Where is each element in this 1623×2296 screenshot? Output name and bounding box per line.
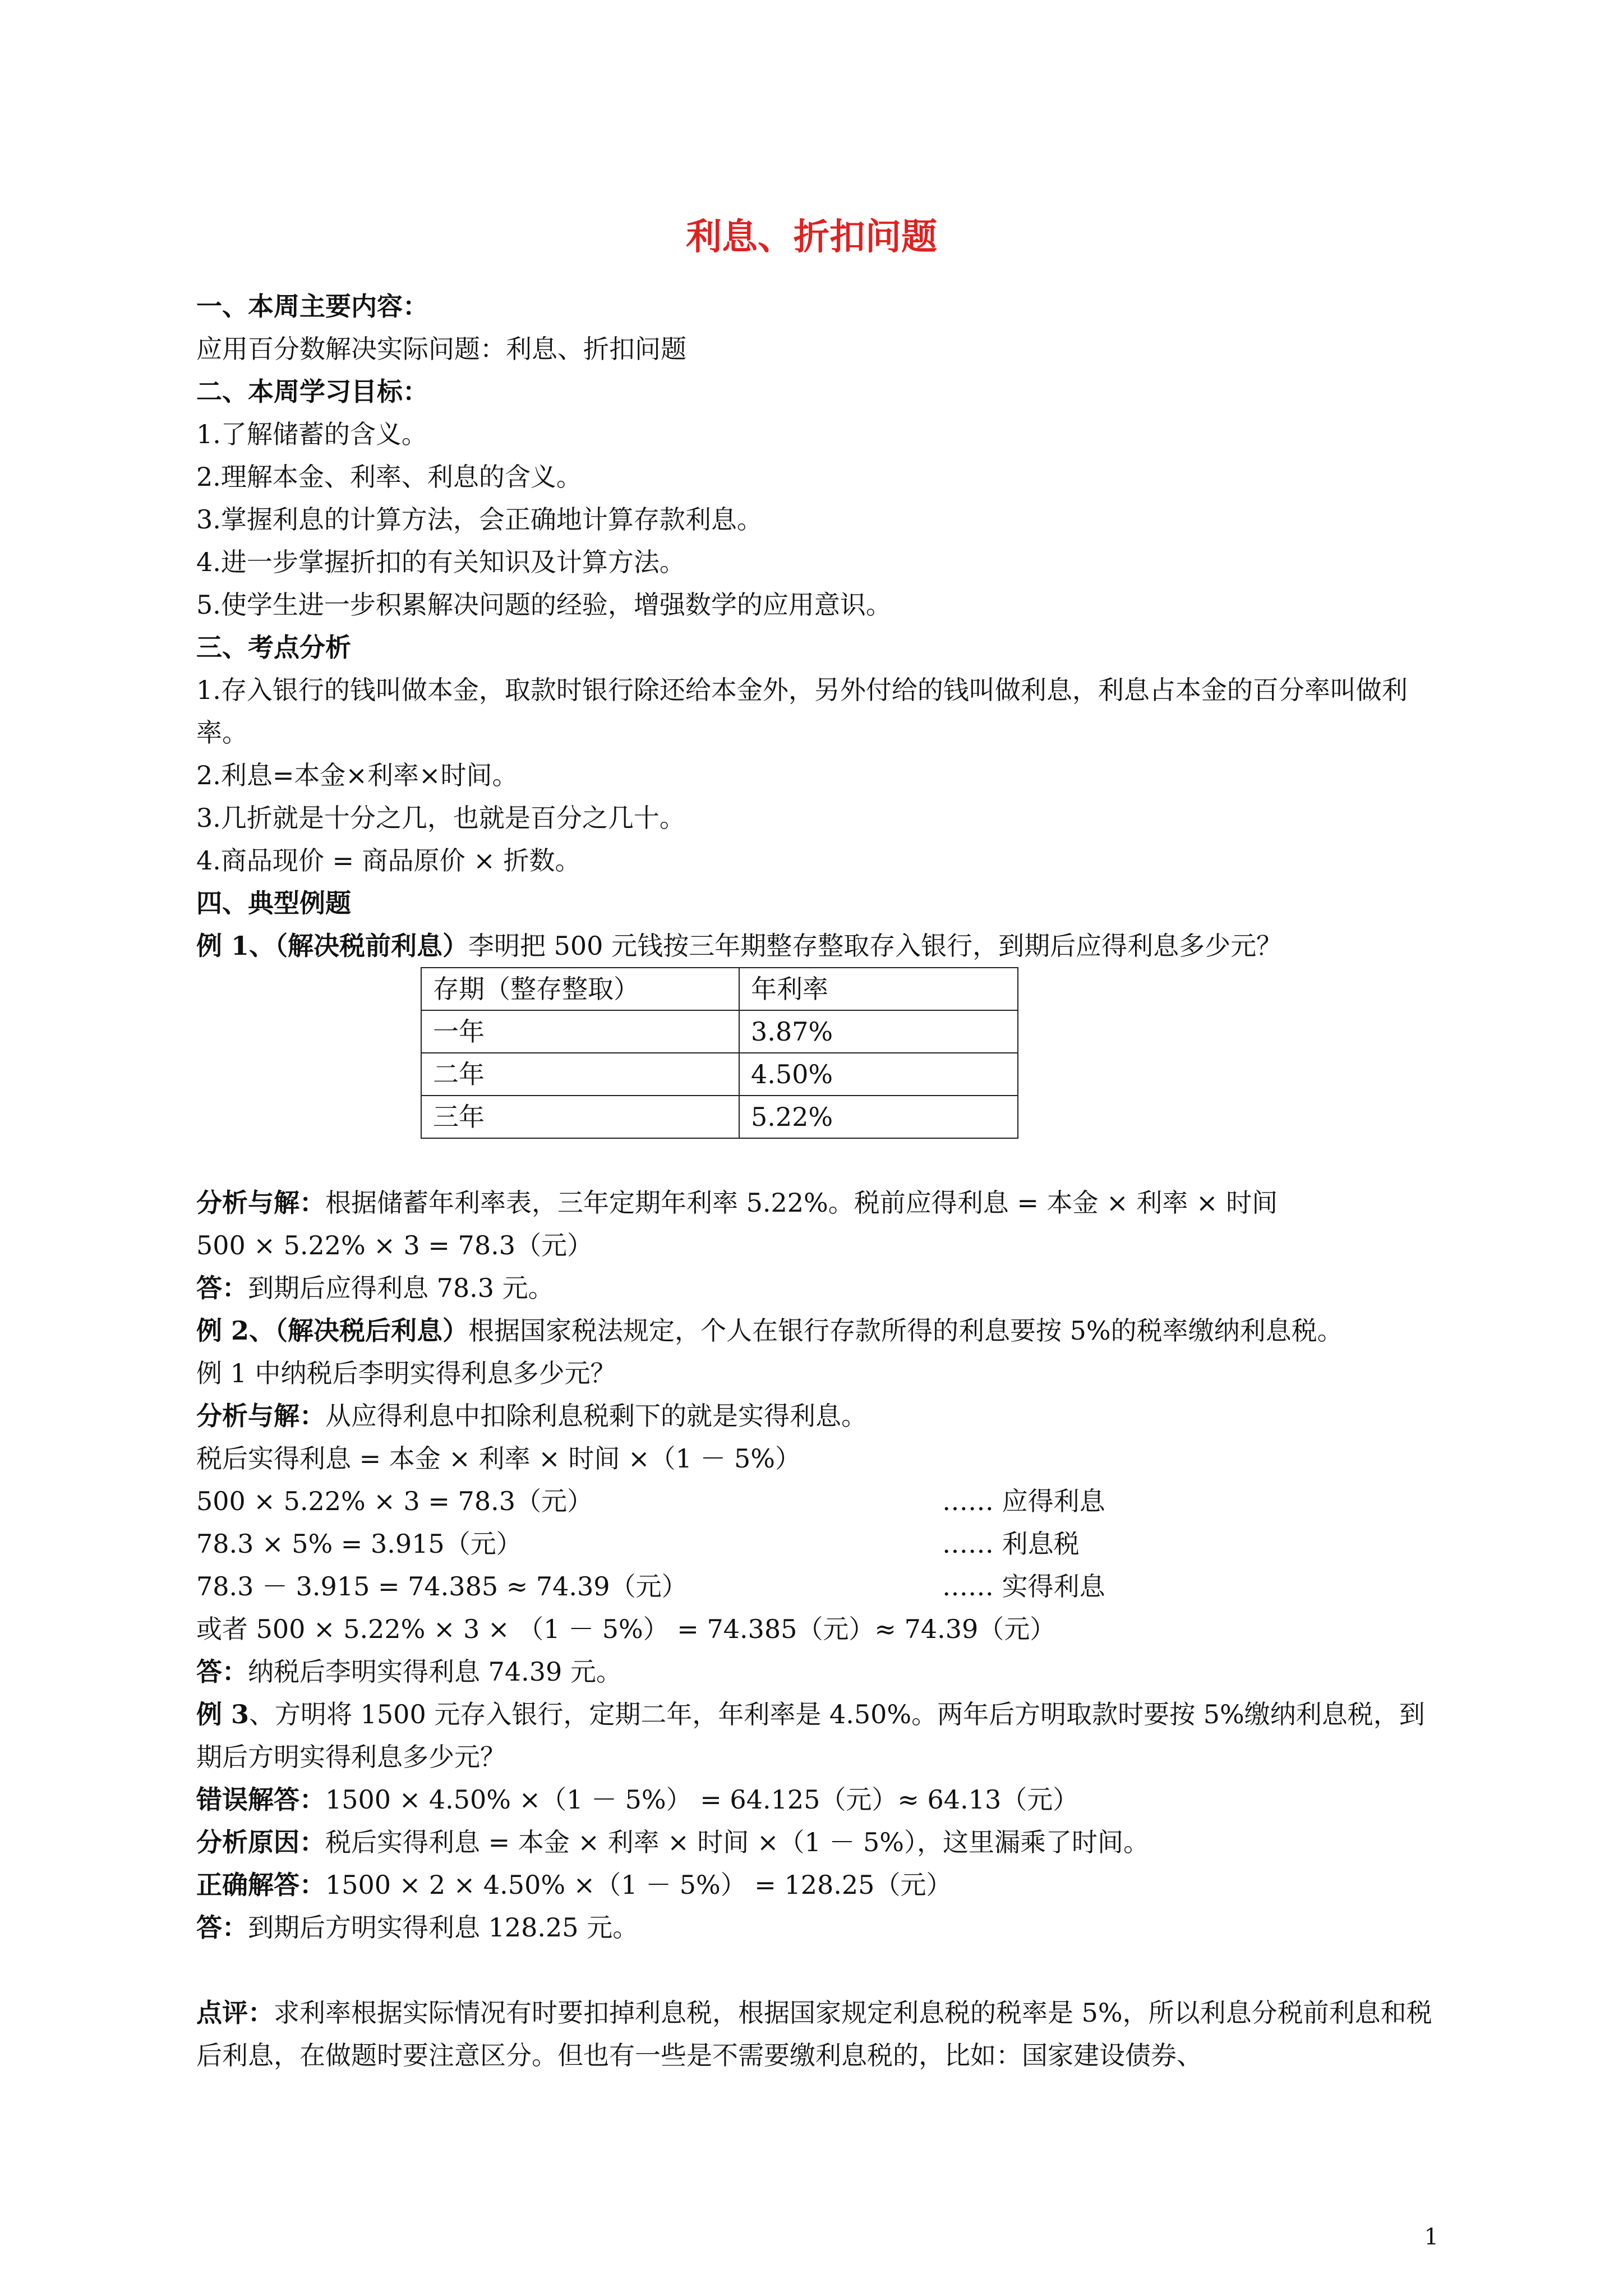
example1-question — [196, 924, 1438, 967]
right-label: 正确解答： — [196, 1870, 325, 1900]
table-header-cell: 年利率 — [739, 968, 1018, 1010]
example1-answer — [196, 1267, 1438, 1309]
answer-text: 到期后应得利息 78.3 元。 — [248, 1273, 554, 1303]
wrong-text: 1500 × 4.50% ×（1 － 5%） = 64.125（元）≈ 64.13（元） — [325, 1784, 1079, 1815]
example3-question — [196, 1693, 1438, 1778]
example3-wrong — [196, 1778, 1438, 1821]
analysis-item: 1.存入银行的钱叫做本金，取款时银行除还给本金外，另外付给的钱叫做利息，利息占本金的百分率叫做利率。 — [196, 675, 1408, 748]
table-cell: 二年 — [421, 1053, 739, 1096]
example3-question-text: 、方明将 1500 元存入银行，定期二年，年利率是 4.50%。两年后方明取款时要按 5%缴纳利息税，到期后方明实得利息多少元？ — [196, 1699, 1425, 1772]
goal-item: 1.了解储蓄的含义。 — [196, 419, 427, 449]
example2-answer — [196, 1650, 1438, 1693]
example3-label: 例 3 — [196, 1699, 250, 1729]
spacer — [196, 1139, 1438, 1181]
comment-text: 求利率根据实际情况有时要扣掉利息税，根据国家规定利息税的税率是 5%，所以利息分税前利息和税后利息，在做题时要注意区分。但也有一些是不需要缴利息税的，比如：国家建设债券、 — [196, 1998, 1432, 2070]
table-cell: 3.87% — [739, 1010, 1018, 1053]
calc-step-expression: 500 × 5.22% × 3 = 78.3（元） — [196, 1486, 593, 1516]
table-cell: 5.22% — [739, 1096, 1018, 1138]
analysis-text: 从应得利息中扣除利息税剩下的就是实得利息。 — [325, 1401, 867, 1431]
section2-heading: 二、本周学习目标： — [196, 376, 428, 407]
calc-step-expression: 78.3 － 3.915 = 74.385 ≈ 74.39（元） — [196, 1571, 688, 1602]
answer-text: 纳税后李明实得利息 74.39 元。 — [248, 1657, 622, 1687]
answer-label: 答： — [196, 1657, 248, 1687]
example3-reason — [196, 1821, 1438, 1864]
example1-analysis — [196, 1181, 1438, 1224]
goal-item: 2.理解本金、利率、利息的含义。 — [196, 462, 582, 492]
analysis-text: 根据储蓄年利率表，三年定期年利率 5.22%。税前应得利息 = 本金 × 利率 × 时间 — [325, 1188, 1278, 1218]
wrong-label: 错误解答： — [196, 1784, 325, 1815]
calc-step-note: …… 实得利息 — [942, 1571, 1105, 1602]
example1-label: 例 1、（解决税前利息） — [196, 931, 469, 961]
example2-analysis — [196, 1395, 1438, 1437]
example2-formula: 税后实得利息 = 本金 × 利率 × 时间 ×（1 － 5%） — [196, 1443, 801, 1474]
answer-text: 到期后方明实得利息 128.25 元。 — [248, 1912, 639, 1943]
calc-step — [196, 1480, 1438, 1522]
example3-right — [196, 1864, 1438, 1906]
example2-question-text: 根据国家税法规定，个人在银行存款所得的利息要按 5%的税率缴纳利息税。 — [468, 1315, 1343, 1346]
interest-rate-table — [421, 967, 1018, 1139]
answer-label: 答： — [196, 1273, 248, 1303]
reason-label: 分析原因： — [196, 1827, 325, 1857]
example1-question-text: 李明把 500 元钱按三年期整存整取存入银行，到期后应得利息多少元？ — [468, 931, 1283, 961]
example2-question-cont: 例 1 中纳税后李明实得利息多少元？ — [196, 1358, 616, 1388]
analysis-label: 分析与解： — [196, 1401, 325, 1431]
table-cell: 一年 — [421, 1010, 739, 1053]
document-body — [196, 285, 1438, 2077]
goal-item: 3.掌握利息的计算方法，会正确地计算存款利息。 — [196, 504, 763, 535]
analysis-item: 4.商品现价 = 商品原价 × 折数。 — [196, 845, 581, 876]
answer-label: 答： — [196, 1912, 248, 1943]
table-row — [421, 1010, 1018, 1053]
comment-label: 点评： — [196, 1998, 274, 2028]
comment — [196, 1991, 1438, 2077]
table-header-cell: 存期（整存整取） — [421, 968, 739, 1010]
table-row — [421, 1053, 1018, 1096]
table-row — [421, 1096, 1018, 1138]
analysis-item: 3.几折就是十分之几，也就是百分之几十。 — [196, 803, 685, 833]
table-cell: 4.50% — [739, 1053, 1018, 1096]
example1-calc: 500 × 5.22% × 3 = 78.3（元） — [196, 1230, 593, 1260]
page-title: 利息、折扣问题 — [686, 216, 937, 258]
example2-alt: 或者 500 × 5.22% × 3 × （1 － 5%） = 74.385（元）≈ 74.39（元） — [196, 1614, 1056, 1644]
section3-heading: 三、考点分析 — [196, 632, 351, 662]
example2-label: 例 2、（解决税后利息） — [196, 1315, 469, 1346]
goal-item: 4.进一步掌握折扣的有关知识及计算方法。 — [196, 547, 685, 577]
calc-step-expression: 78.3 × 5% = 3.915（元） — [196, 1529, 522, 1559]
section1-heading: 一、本周主要内容： — [196, 291, 428, 321]
example2-question — [196, 1309, 1438, 1352]
calc-step — [196, 1565, 1438, 1608]
calc-step-note: …… 应得利息 — [942, 1486, 1105, 1516]
right-text: 1500 × 2 × 4.50% ×（1 － 5%） = 128.25（元） — [325, 1870, 952, 1900]
spacer — [196, 1949, 1438, 1991]
page-number: 1 — [1424, 2224, 1438, 2250]
table-cell: 三年 — [421, 1096, 739, 1138]
section1-text: 应用百分数解决实际问题：利息、折扣问题 — [196, 334, 686, 364]
analysis-item: 2.利息=本金×利率×时间。 — [196, 760, 518, 790]
analysis-label: 分析与解： — [196, 1188, 325, 1218]
section4-heading: 四、典型例题 — [196, 888, 351, 918]
table-header-row — [421, 968, 1018, 1010]
goal-item: 5.使学生进一步积累解决问题的经验，增强数学的应用意识。 — [196, 590, 892, 620]
calc-step — [196, 1522, 1438, 1565]
reason-text: 税后实得利息 = 本金 × 利率 × 时间 ×（1 － 5%），这里漏乘了时间。 — [325, 1827, 1150, 1857]
example3-answer — [196, 1906, 1438, 1949]
calc-step-note: …… 利息税 — [942, 1529, 1080, 1559]
